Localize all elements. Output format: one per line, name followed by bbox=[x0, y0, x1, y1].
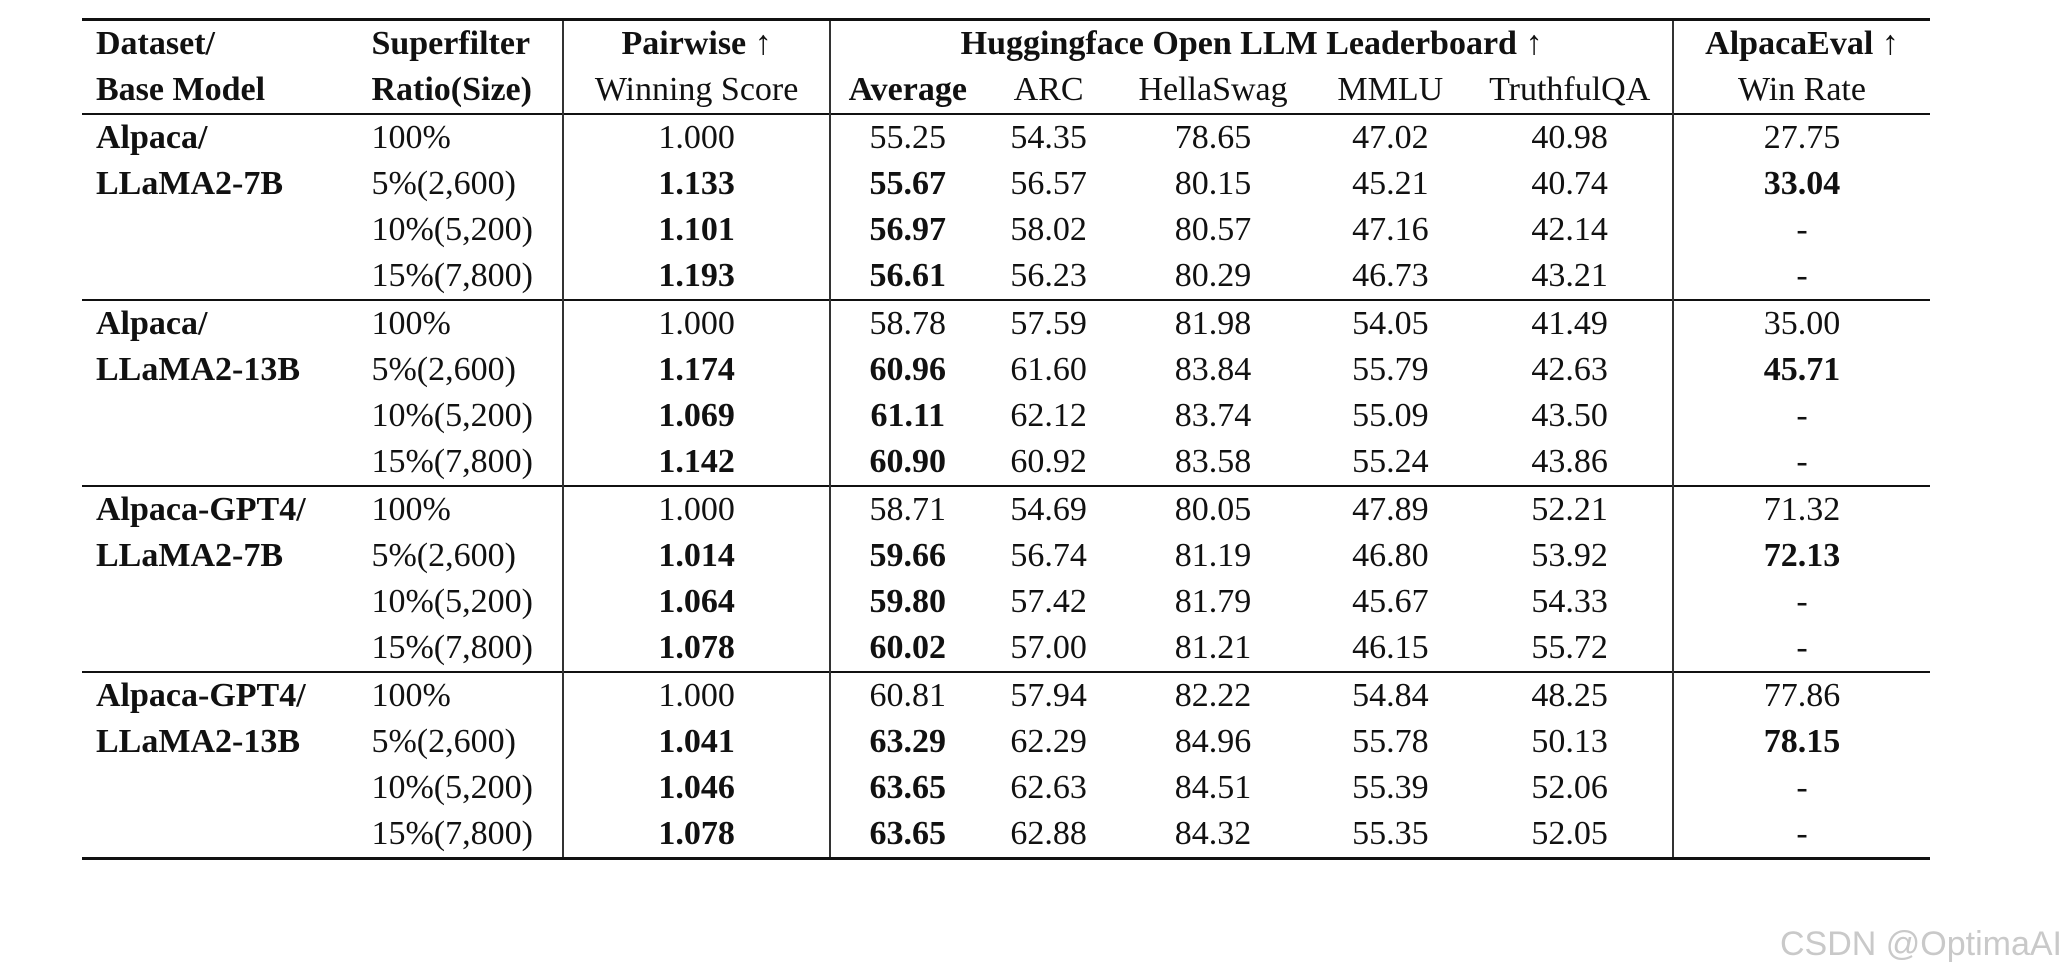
avg-cell: 60.90 bbox=[869, 443, 947, 480]
header-superfilter: Superfilter bbox=[357, 20, 563, 68]
mmlu-cell: 55.79 bbox=[1352, 351, 1429, 388]
header-hellaswag: HellaSwag bbox=[1138, 71, 1288, 108]
mmlu-cell: 55.09 bbox=[1352, 397, 1429, 434]
arc-cell: 57.94 bbox=[1010, 677, 1087, 714]
winrate-cell: 71.32 bbox=[1763, 491, 1841, 528]
dataset-cell: Alpaca-GPT4/ bbox=[96, 491, 306, 528]
ratio-cell: 15%(7,800) bbox=[357, 811, 563, 859]
arc-cell: 62.63 bbox=[1010, 769, 1087, 806]
table-row bbox=[82, 579, 1930, 625]
hellaswag-cell: 81.79 bbox=[1174, 583, 1252, 620]
header-ratio-size: Ratio(Size) bbox=[357, 67, 563, 114]
dataset-cell: Alpaca/ bbox=[96, 119, 208, 156]
dataset-cell: Alpaca/ bbox=[96, 305, 208, 342]
winrate-cell: - bbox=[1796, 583, 1808, 620]
score-cell: 1.064 bbox=[563, 579, 830, 625]
hellaswag-cell: 82.22 bbox=[1174, 677, 1252, 714]
dataset-cell: Alpaca-GPT4/ bbox=[96, 677, 306, 714]
header-arc: ARC bbox=[1013, 71, 1084, 108]
hellaswag-cell: 80.29 bbox=[1174, 257, 1252, 294]
winrate-cell: - bbox=[1796, 257, 1808, 294]
header-win-rate: Win Rate bbox=[1737, 71, 1866, 108]
score-cell: 1.069 bbox=[563, 393, 830, 439]
table-row bbox=[82, 672, 1930, 719]
table-row bbox=[82, 719, 1930, 765]
truthfulqa-cell: 43.21 bbox=[1467, 253, 1673, 300]
winrate-cell: 45.71 bbox=[1763, 351, 1841, 388]
group-alpaca-gpt4-llama2-13b bbox=[82, 672, 1930, 859]
ratio-cell: 100% bbox=[357, 672, 563, 719]
header-base-model: Base Model bbox=[96, 71, 266, 108]
mmlu-cell: 46.80 bbox=[1352, 537, 1429, 574]
model-cell: LLaMA2-13B bbox=[96, 351, 300, 388]
winrate-cell: 27.75 bbox=[1763, 119, 1841, 156]
ratio-cell: 15%(7,800) bbox=[357, 253, 563, 300]
ratio-cell: 5%(2,600) bbox=[357, 347, 563, 393]
truthfulqa-cell: 41.49 bbox=[1467, 300, 1673, 347]
arc-cell: 54.69 bbox=[1010, 491, 1087, 528]
winrate-cell: - bbox=[1796, 815, 1808, 852]
avg-cell: 59.66 bbox=[869, 537, 947, 574]
truthfulqa-cell: 52.21 bbox=[1467, 486, 1673, 533]
table-row bbox=[82, 393, 1930, 439]
score-cell: 1.142 bbox=[563, 439, 830, 486]
hellaswag-cell: 80.05 bbox=[1174, 491, 1252, 528]
truthfulqa-cell: 43.50 bbox=[1467, 393, 1673, 439]
ratio-cell: 100% bbox=[357, 300, 563, 347]
hellaswag-cell: 83.58 bbox=[1174, 443, 1252, 480]
header-alpacaeval: AlpacaEval ↑ bbox=[1705, 25, 1899, 62]
hellaswag-cell: 84.96 bbox=[1174, 723, 1252, 760]
avg-cell: 56.97 bbox=[869, 211, 947, 248]
mmlu-cell: 55.78 bbox=[1352, 723, 1429, 760]
arc-cell: 62.88 bbox=[1010, 815, 1087, 852]
score-cell: 1.078 bbox=[563, 625, 830, 672]
avg-cell: 60.02 bbox=[869, 629, 947, 666]
model-cell: LLaMA2-7B bbox=[96, 165, 283, 202]
ratio-cell: 5%(2,600) bbox=[357, 533, 563, 579]
header-row-1 bbox=[82, 20, 1930, 68]
ratio-cell: 100% bbox=[357, 114, 563, 161]
ratio-cell: 15%(7,800) bbox=[357, 439, 563, 486]
avg-cell: 59.80 bbox=[869, 583, 947, 620]
ratio-cell: 10%(5,200) bbox=[357, 765, 563, 811]
mmlu-cell: 46.15 bbox=[1352, 629, 1429, 666]
score-cell: 1.000 bbox=[563, 672, 830, 719]
arc-cell: 56.23 bbox=[1010, 257, 1087, 294]
truthfulqa-cell: 42.14 bbox=[1467, 207, 1673, 253]
group-alpaca-llama2-7b bbox=[82, 114, 1930, 300]
ratio-cell: 10%(5,200) bbox=[357, 393, 563, 439]
score-cell: 1.000 bbox=[563, 114, 830, 161]
avg-cell: 56.61 bbox=[869, 257, 947, 294]
arc-cell: 62.29 bbox=[1010, 723, 1087, 760]
avg-cell: 60.96 bbox=[869, 351, 947, 388]
hellaswag-cell: 84.32 bbox=[1174, 815, 1252, 852]
table-row bbox=[82, 207, 1930, 253]
group-alpaca-gpt4-llama2-7b bbox=[82, 486, 1930, 672]
empty-cell bbox=[82, 439, 357, 486]
avg-cell: 63.29 bbox=[869, 723, 947, 760]
winrate-cell: 78.15 bbox=[1763, 723, 1841, 760]
avg-cell: 63.65 bbox=[869, 769, 947, 806]
header-pairwise: Pairwise ↑ bbox=[563, 20, 830, 68]
empty-cell bbox=[82, 765, 357, 811]
truthfulqa-cell: 52.06 bbox=[1467, 765, 1673, 811]
mmlu-cell: 47.89 bbox=[1352, 491, 1429, 528]
truthfulqa-cell: 43.86 bbox=[1467, 439, 1673, 486]
group-alpaca-llama2-13b bbox=[82, 300, 1930, 486]
table-row bbox=[82, 811, 1930, 859]
avg-cell: 55.25 bbox=[869, 119, 947, 156]
hellaswag-cell: 81.98 bbox=[1174, 305, 1252, 342]
mmlu-cell: 54.84 bbox=[1352, 677, 1429, 714]
winrate-cell: 35.00 bbox=[1763, 305, 1841, 342]
hellaswag-cell: 80.57 bbox=[1174, 211, 1252, 248]
hellaswag-cell: 83.74 bbox=[1174, 397, 1252, 434]
winrate-cell: - bbox=[1796, 211, 1808, 248]
empty-cell bbox=[82, 253, 357, 300]
score-cell: 1.041 bbox=[563, 719, 830, 765]
arc-cell: 57.59 bbox=[1010, 305, 1087, 342]
hellaswag-cell: 80.15 bbox=[1174, 165, 1252, 202]
model-cell: LLaMA2-7B bbox=[96, 537, 283, 574]
truthfulqa-cell: 53.92 bbox=[1467, 533, 1673, 579]
arc-cell: 56.57 bbox=[1010, 165, 1087, 202]
hellaswag-cell: 83.84 bbox=[1174, 351, 1252, 388]
arc-cell: 56.74 bbox=[1010, 537, 1087, 574]
table-row bbox=[82, 161, 1930, 207]
header-row-2 bbox=[82, 67, 1930, 114]
winrate-cell: - bbox=[1796, 443, 1808, 480]
table-row bbox=[82, 533, 1930, 579]
score-cell: 1.000 bbox=[563, 300, 830, 347]
score-cell: 1.193 bbox=[563, 253, 830, 300]
ratio-cell: 5%(2,600) bbox=[357, 161, 563, 207]
mmlu-cell: 55.24 bbox=[1352, 443, 1429, 480]
table-row bbox=[82, 486, 1930, 533]
results-table bbox=[82, 18, 1930, 860]
header-mmlu: MMLU bbox=[1337, 71, 1444, 108]
truthfulqa-cell: 40.98 bbox=[1467, 114, 1673, 161]
score-cell: 1.133 bbox=[563, 161, 830, 207]
hellaswag-cell: 81.19 bbox=[1174, 537, 1252, 574]
arc-cell: 54.35 bbox=[1010, 119, 1087, 156]
table-row bbox=[82, 765, 1930, 811]
score-cell: 1.046 bbox=[563, 765, 830, 811]
score-cell: 1.000 bbox=[563, 486, 830, 533]
truthfulqa-cell: 42.63 bbox=[1467, 347, 1673, 393]
avg-cell: 58.78 bbox=[869, 305, 947, 342]
score-cell: 1.174 bbox=[563, 347, 830, 393]
table-row bbox=[82, 439, 1930, 486]
truthfulqa-cell: 52.05 bbox=[1467, 811, 1673, 859]
header-leaderboard: Huggingface Open LLM Leaderboard ↑ bbox=[830, 20, 1673, 68]
mmlu-cell: 47.02 bbox=[1352, 119, 1429, 156]
hellaswag-cell: 78.65 bbox=[1174, 119, 1252, 156]
truthfulqa-cell: 48.25 bbox=[1467, 672, 1673, 719]
avg-cell: 60.81 bbox=[869, 677, 947, 714]
arc-cell: 60.92 bbox=[1010, 443, 1087, 480]
header-winning-score: Winning Score bbox=[563, 67, 830, 114]
mmlu-cell: 46.73 bbox=[1352, 257, 1429, 294]
arc-cell: 61.60 bbox=[1010, 351, 1087, 388]
avg-cell: 58.71 bbox=[869, 491, 947, 528]
empty-cell bbox=[82, 207, 357, 253]
table-row bbox=[82, 114, 1930, 161]
empty-cell bbox=[82, 625, 357, 672]
truthfulqa-cell: 55.72 bbox=[1467, 625, 1673, 672]
arc-cell: 62.12 bbox=[1010, 397, 1087, 434]
empty-cell bbox=[82, 393, 357, 439]
winrate-cell: - bbox=[1796, 629, 1808, 666]
ratio-cell: 15%(7,800) bbox=[357, 625, 563, 672]
mmlu-cell: 55.39 bbox=[1352, 769, 1429, 806]
winrate-cell: 77.86 bbox=[1763, 677, 1841, 714]
model-cell: LLaMA2-13B bbox=[96, 723, 300, 760]
table-row bbox=[82, 253, 1930, 300]
mmlu-cell: 45.67 bbox=[1352, 583, 1429, 620]
ratio-cell: 100% bbox=[357, 486, 563, 533]
header-dataset: Dataset/ bbox=[96, 25, 215, 62]
header-truthfulqa: TruthfulQA bbox=[1467, 67, 1673, 114]
table-row bbox=[82, 625, 1930, 672]
mmlu-cell: 45.21 bbox=[1352, 165, 1429, 202]
ratio-cell: 10%(5,200) bbox=[357, 207, 563, 253]
avg-cell: 55.67 bbox=[869, 165, 947, 202]
hellaswag-cell: 81.21 bbox=[1174, 629, 1252, 666]
arc-cell: 57.00 bbox=[1010, 629, 1087, 666]
table-row bbox=[82, 300, 1930, 347]
table-row bbox=[82, 347, 1930, 393]
truthfulqa-cell: 40.74 bbox=[1467, 161, 1673, 207]
score-cell: 1.014 bbox=[563, 533, 830, 579]
score-cell: 1.078 bbox=[563, 811, 830, 859]
hellaswag-cell: 84.51 bbox=[1174, 769, 1252, 806]
empty-cell bbox=[82, 811, 357, 859]
empty-cell bbox=[82, 579, 357, 625]
ratio-cell: 10%(5,200) bbox=[357, 579, 563, 625]
ratio-cell: 5%(2,600) bbox=[357, 719, 563, 765]
score-cell: 1.101 bbox=[563, 207, 830, 253]
truthfulqa-cell: 54.33 bbox=[1467, 579, 1673, 625]
mmlu-cell: 55.35 bbox=[1352, 815, 1429, 852]
header-average: Average bbox=[848, 71, 967, 108]
arc-cell: 57.42 bbox=[1010, 583, 1087, 620]
winrate-cell: - bbox=[1796, 769, 1808, 806]
avg-cell: 63.65 bbox=[869, 815, 947, 852]
winrate-cell: - bbox=[1796, 397, 1808, 434]
mmlu-cell: 47.16 bbox=[1352, 211, 1429, 248]
winrate-cell: 33.04 bbox=[1763, 165, 1841, 202]
mmlu-cell: 54.05 bbox=[1352, 305, 1429, 342]
winrate-cell: 72.13 bbox=[1763, 537, 1841, 574]
truthfulqa-cell: 50.13 bbox=[1467, 719, 1673, 765]
watermark: CSDN @OptimaAI bbox=[1779, 925, 2062, 963]
avg-cell: 61.11 bbox=[870, 397, 946, 434]
arc-cell: 58.02 bbox=[1010, 211, 1087, 248]
